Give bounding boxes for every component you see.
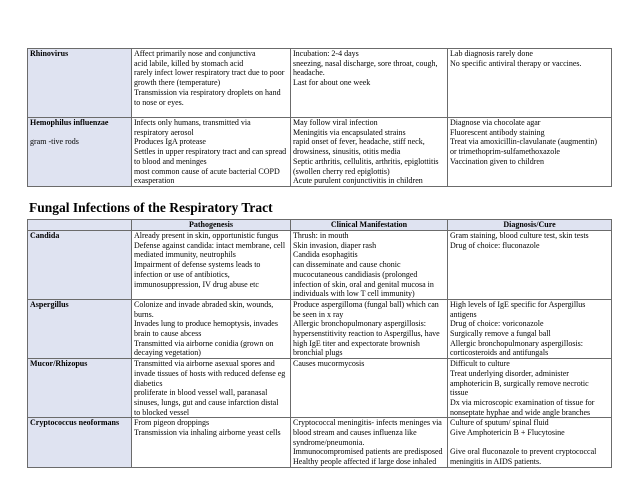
clinical-cell bbox=[291, 418, 448, 468]
diagnosis-cell bbox=[448, 299, 612, 358]
diagnosis-cell-line: Vaccination given to children bbox=[450, 156, 544, 166]
diagnosis-cell-line: Lab diagnosis rarely done bbox=[450, 49, 533, 58]
pathogenesis-cell bbox=[132, 418, 291, 468]
diagnosis-cell-line: meningitis in AIDS patients. bbox=[450, 457, 542, 467]
header-pathogenesis: Pathogenesis bbox=[132, 220, 291, 231]
clinical-cell-line: sneezing, nasal discharge, sore throat, cough, bbox=[293, 58, 438, 68]
clinical-cell-line: drowsiness, sinusitis, otitis media bbox=[293, 147, 401, 157]
pathogenesis-cell-line: immunosuppression, IV drug abuse etc bbox=[134, 279, 259, 289]
clinical-cell bbox=[291, 299, 448, 358]
respiratory-table-body bbox=[28, 49, 612, 187]
diagnosis-cell-line: Difficult to culture bbox=[450, 359, 510, 369]
clinical-cell-line: Skin invasion, diaper rash bbox=[293, 240, 377, 250]
pathogenesis-cell-line: respiratory aerosol bbox=[134, 127, 194, 137]
diagnosis-cell-line: Fluorescent antibody staining bbox=[450, 127, 545, 137]
header-diagnosis-cure: Diagnosis/Cure bbox=[448, 220, 612, 231]
pathogenesis-cell-line: Produces IgA protease bbox=[134, 137, 206, 147]
clinical-cell-line: can disseminate and cause chonic bbox=[293, 260, 401, 270]
diagnosis-cell-line: Gram staining, blood culture test, skin tests bbox=[450, 231, 589, 240]
clinical-cell-line: May follow viral infection bbox=[293, 118, 378, 127]
diagnosis-cell-line: Dx via microscopic examination of tissue for bbox=[450, 397, 595, 407]
organism-cell bbox=[28, 231, 132, 300]
pathogenesis-cell-line: to nose or eyes. bbox=[134, 97, 184, 107]
header-organism bbox=[28, 220, 132, 231]
pathogenesis-cell-line: From pigeon droppings bbox=[134, 418, 210, 428]
clinical-cell-line: Allergic bronchopulmonary aspergillosis: bbox=[293, 319, 427, 329]
clinical-cell-line: headache. bbox=[293, 68, 325, 78]
clinical-cell-line: infection of skin, oral and genital mucosa in bbox=[293, 279, 434, 289]
diagnosis-cell-line: nonseptate hyphae and wide angle branches bbox=[450, 407, 591, 417]
table-row bbox=[28, 49, 612, 118]
diagnosis-cell-line: Drug of choice: voriconazole bbox=[450, 319, 544, 329]
pathogenesis-cell-line: Affect primarily nose and conjunctiva bbox=[134, 49, 256, 58]
diagnosis-cell-line: No specific antiviral therapy or vaccines. bbox=[450, 58, 582, 68]
clinical-cell-line: Candida esophagitis bbox=[293, 250, 358, 260]
diagnosis-cell-line: Drug of choice: fluconazole bbox=[450, 240, 540, 250]
clinical-cell-line: rapid onset of fever, headache, stiff neck, bbox=[293, 137, 425, 147]
pathogenesis-cell-line: Transmission via respiratory droplets on hand bbox=[134, 87, 281, 97]
clinical-cell-line: Thrush: in mouth bbox=[293, 231, 349, 240]
diagnosis-cell-line: High levels of IgE specific for Aspergillus bbox=[450, 299, 586, 309]
diagnosis-cell-line: Treat via amoxicillin-clavulanate (augmentin) bbox=[450, 137, 597, 147]
diagnosis-cell-line: antigens bbox=[450, 309, 477, 319]
diagnosis-cell bbox=[448, 118, 612, 187]
pathogenesis-cell-line: brain to cause abcess bbox=[134, 329, 202, 339]
pathogenesis-cell-line: exasperation bbox=[134, 176, 175, 186]
clinical-cell-line: be seen in x ray bbox=[293, 309, 344, 319]
table-row bbox=[28, 118, 612, 187]
fungal-infections-table bbox=[27, 219, 612, 468]
pathogenesis-cell-line: acid labile, killed by stomach acid bbox=[134, 58, 244, 68]
organism-name: Candida bbox=[30, 231, 60, 240]
pathogenesis-cell-line: sinuses, lungs, gut and cause infarction distal bbox=[134, 397, 279, 407]
clinical-cell bbox=[291, 231, 448, 300]
organism-note: gram -tive rods bbox=[30, 137, 79, 147]
diagnosis-cell-line: amphotericin B, surgically remove necrotic bbox=[450, 378, 589, 388]
pathogenesis-cell-line: Transmitted via airborne conidia (grown on bbox=[134, 338, 274, 348]
clinical-cell-line: syndrome/pneumonia. bbox=[293, 437, 365, 447]
fungal-table-header-row bbox=[28, 220, 612, 231]
pathogenesis-cell-line: Settles in upper respiratory tract and can spread bbox=[134, 147, 287, 157]
diagnosis-cell-line: or trimethoprim-sulfamethoxazole bbox=[450, 147, 560, 157]
clinical-cell bbox=[291, 49, 448, 118]
table-row bbox=[28, 359, 612, 418]
organism-cell bbox=[28, 359, 132, 418]
pathogenesis-cell-line: Impairment of defense systems leads to bbox=[134, 260, 261, 270]
table-row bbox=[28, 231, 612, 300]
diagnosis-cell-line: Diagnose via chocolate agar bbox=[450, 118, 541, 127]
organism-name: Cryptococcus neoformans bbox=[30, 418, 120, 428]
diagnosis-cell bbox=[448, 231, 612, 300]
pathogenesis-cell bbox=[132, 359, 291, 418]
header-clinical-manifestation: Clinical Manifestation bbox=[291, 220, 448, 231]
respiratory-infections-table bbox=[27, 48, 612, 187]
clinical-cell-line: high IgE titer and expectorate brownish bbox=[293, 338, 420, 348]
clinical-cell-line: Healthy people affected if large dose inhaled bbox=[293, 457, 437, 467]
organism-cell bbox=[28, 49, 132, 118]
diagnosis-cell-line: Treat underlying disorder, administer bbox=[450, 368, 569, 378]
pathogenesis-cell-line: Colonize and invade abraded skin, wounds, bbox=[134, 299, 274, 309]
clinical-cell-line: Septic arthritis, cellulitis, arthritis, epiglottitis bbox=[293, 156, 439, 166]
fungal-section-heading: Fungal Infections of the Respiratory Tract bbox=[29, 200, 273, 215]
clinical-cell bbox=[291, 118, 448, 187]
pathogenesis-cell bbox=[132, 231, 291, 300]
pathogenesis-cell bbox=[132, 299, 291, 358]
diagnosis-cell-line: Give oral fluconazole to prevent cryptococcal bbox=[450, 447, 597, 457]
clinical-cell-line: blood stream and causes influenza like bbox=[293, 428, 417, 438]
pathogenesis-cell-line: rarely infect lower respiratory tract due to poor bbox=[134, 68, 285, 78]
table-row bbox=[28, 418, 612, 468]
diagnosis-cell-line bbox=[450, 438, 609, 448]
pathogenesis-cell-line: to blocked vessel bbox=[134, 407, 190, 417]
clinical-cell-line: individuals with low T cell immunity) bbox=[293, 289, 415, 299]
pathogenesis-cell-line: to blood and meninges bbox=[134, 156, 207, 166]
diagnosis-cell-line: corticosteroids and antifungals bbox=[450, 348, 549, 358]
clinical-cell-line: Incubation: 2-4 days bbox=[293, 49, 359, 58]
organism-cell bbox=[28, 299, 132, 358]
organism-name: Rhinovirus bbox=[30, 49, 69, 58]
clinical-cell-line: Acute purulent conjunctivitis in children bbox=[293, 176, 423, 186]
pathogenesis-cell-line: decaying vegetation) bbox=[134, 348, 201, 358]
pathogenesis-cell-line: Invades lung to produce hemoptysis, invades bbox=[134, 319, 278, 329]
pathogenesis-cell-line: infection or use of antibiotics, bbox=[134, 269, 230, 279]
pathogenesis-cell-line: invade tissues of hosts with reduced defense eg bbox=[134, 368, 286, 378]
pathogenesis-cell-line: Already present in skin, opportunistic fungus bbox=[134, 231, 279, 240]
clinical-cell-line: mucocutaneous candidiasis (prolonged bbox=[293, 269, 418, 279]
diagnosis-cell-line: Give Amphotericin B + Flucytosine bbox=[450, 428, 565, 438]
pathogenesis-cell-line: most common cause of acute bacterial COPD bbox=[134, 166, 280, 176]
diagnosis-cell-line: tissue bbox=[450, 388, 469, 398]
pathogenesis-cell-line: Transmitted via airborne asexual spores and bbox=[134, 359, 275, 369]
fungal-table-body bbox=[28, 231, 612, 468]
clinical-cell-line: Immunocompromised patients are predisposed bbox=[293, 447, 443, 457]
clinical-cell-line: Meningitis via encapsulated strains bbox=[293, 127, 406, 137]
diagnosis-cell bbox=[448, 49, 612, 118]
diagnosis-cell bbox=[448, 418, 612, 468]
pathogenesis-cell-line: mediated immunity, neutrophils bbox=[134, 250, 236, 260]
clinical-cell bbox=[291, 359, 448, 418]
spacer bbox=[30, 128, 129, 138]
pathogenesis-cell-line: Transmission via inhaling airborne yeast cells bbox=[134, 428, 281, 438]
pathogenesis-cell-line: diabetics bbox=[134, 378, 163, 388]
clinical-cell-line: Cryptococcal meningitis- infects meninges via bbox=[293, 418, 442, 428]
clinical-cell-line: hypersenstitivity reaction to Aspergillus, have bbox=[293, 329, 440, 339]
pathogenesis-cell-line: proliferate in blood vessel wall, paranasal bbox=[134, 388, 268, 398]
organism-cell bbox=[28, 418, 132, 468]
pathogenesis-cell-line: burns. bbox=[134, 309, 154, 319]
pathogenesis-cell-line: Infects only humans, transmitted via bbox=[134, 118, 251, 127]
clinical-cell-line: (swollen cherry red epiglottis) bbox=[293, 166, 390, 176]
organism-name: Mucor/Rhizopus bbox=[30, 359, 88, 369]
pathogenesis-cell bbox=[132, 118, 291, 187]
clinical-cell-line: Last for about one week bbox=[293, 78, 371, 88]
pathogenesis-cell bbox=[132, 49, 291, 118]
organism-name: Aspergillus bbox=[30, 299, 69, 309]
diagnosis-cell-line: Surgically remove a fungal ball bbox=[450, 329, 551, 339]
clinical-cell-line: Produce aspergilloma (fungal ball) which can bbox=[293, 299, 439, 309]
diagnosis-cell-line: Culture of sputum/ spinal fluid bbox=[450, 418, 549, 428]
diagnosis-cell bbox=[448, 359, 612, 418]
organism-cell bbox=[28, 118, 132, 187]
pathogenesis-cell-line: Defense against candida: intact membrane, cell bbox=[134, 240, 286, 250]
diagnosis-cell-line: Allergic bronchopulmonary aspergillosis: bbox=[450, 338, 584, 348]
organism-name: Hemophilus influenzae bbox=[30, 118, 109, 127]
clinical-cell-line: bronchial plugs bbox=[293, 348, 343, 358]
clinical-cell-line: Causes mucormycosis bbox=[293, 359, 365, 369]
table-row bbox=[28, 299, 612, 358]
pathogenesis-cell-line: growth there (temperature) bbox=[134, 78, 221, 88]
